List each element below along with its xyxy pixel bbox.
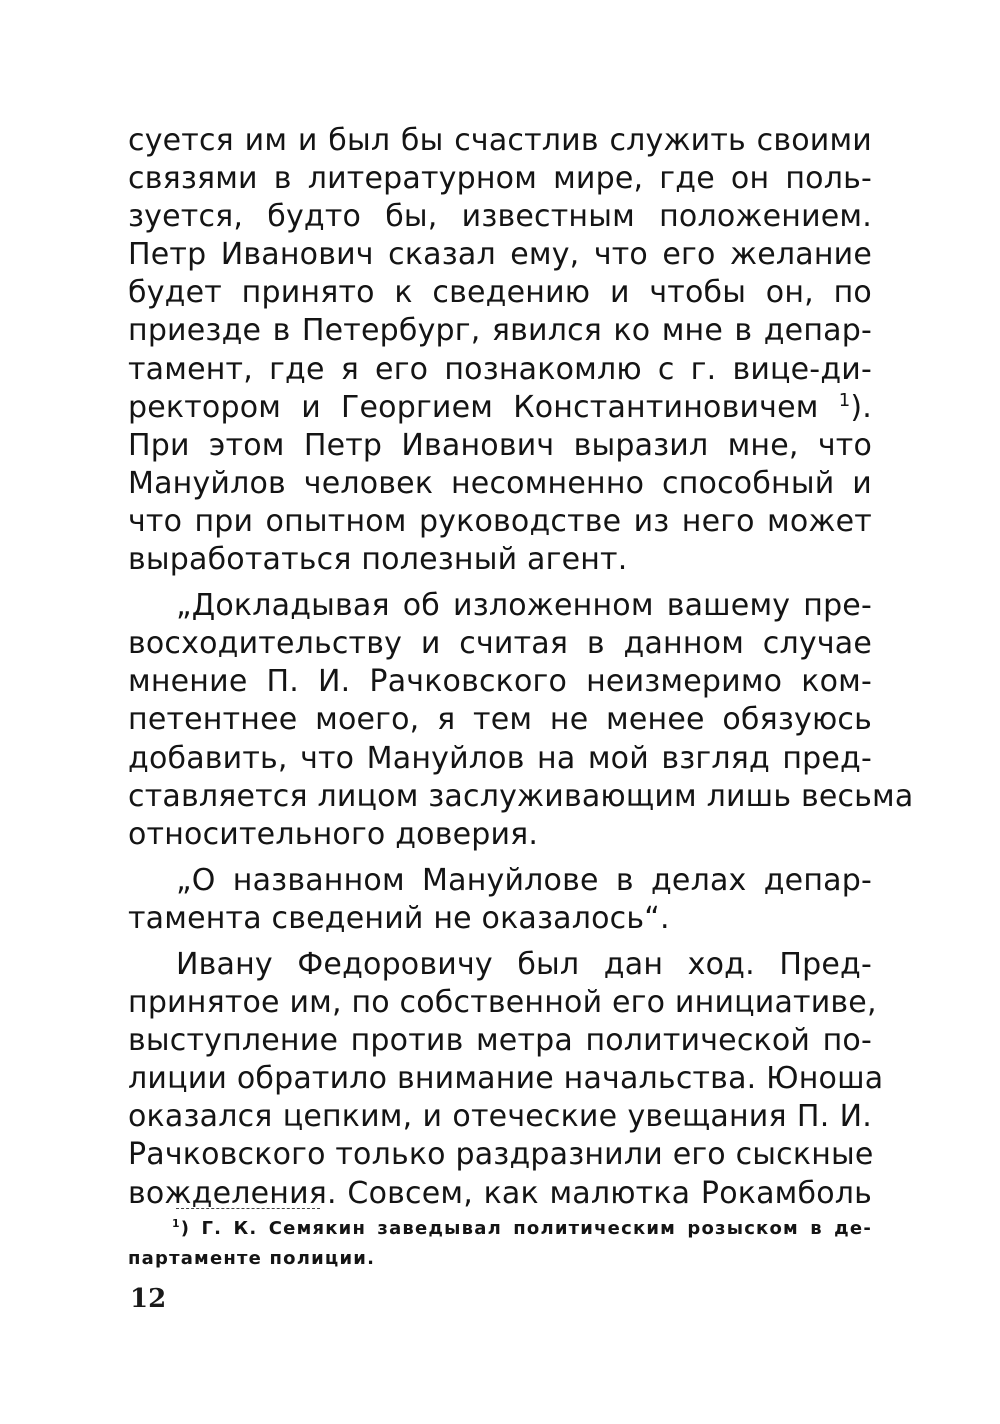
paragraph-start-line: „Докладывая об изложенном вашему пре- bbox=[176, 588, 872, 624]
text-line: зуется, будто бы, известным положением. bbox=[128, 199, 872, 235]
text-line: что при опытном руководстве из него может bbox=[128, 503, 872, 539]
text-line: оказался цепким, и отеческие увещания П. И. bbox=[128, 1099, 872, 1135]
text-line: добавить, что Мануйлов на мой взгляд пред- bbox=[128, 740, 872, 776]
footnote-reference-close: ). bbox=[850, 389, 872, 425]
footnote bbox=[128, 1214, 872, 1274]
paragraph-start-line: Ивану Федоровичу был дан ход. Пред- bbox=[176, 946, 872, 982]
text-line: вожделения. Совсем, как малютка Рокамболь bbox=[128, 1175, 872, 1211]
text-line: относительного доверия. bbox=[128, 816, 539, 852]
text-line: лиции обратило внимание начальства. Юноша bbox=[128, 1061, 884, 1097]
text-line: Петр Иванович сказал ему, что его желание bbox=[128, 237, 872, 273]
text-line-content: ректором и Георгием Константиновичем bbox=[128, 389, 819, 425]
footnote-line bbox=[128, 1214, 872, 1244]
main-text-block bbox=[128, 122, 914, 1213]
text-line: тамента сведений не оказалось“. bbox=[128, 900, 670, 936]
text-line: выработаться полезный агент. bbox=[128, 542, 628, 578]
text-line: тамент, где я его познакомлю с г. вице-ди- bbox=[128, 351, 872, 387]
text-line: связями в литературном мире, где он поль- bbox=[128, 161, 872, 197]
text-line: будет принято к сведению и чтобы он, по bbox=[128, 275, 872, 311]
text-line: принятое им, по собственной его инициативе, bbox=[128, 985, 877, 1021]
footnote-marker: 1 bbox=[172, 1217, 181, 1230]
footnote-reference: 1 bbox=[838, 389, 851, 411]
text-line-with-footnote-ref bbox=[128, 389, 872, 427]
text-line: выступление против метра политической по- bbox=[128, 1023, 872, 1059]
text-line: петентнее моего, я тем не менее обязуюсь bbox=[128, 702, 872, 738]
text-line: Рачковского только раздразнили его сыскные bbox=[128, 1137, 874, 1173]
footnote-line: партаменте полиции. bbox=[128, 1248, 376, 1269]
text-line: приезде в Петербург, явился ко мне в депар- bbox=[128, 313, 872, 349]
footnote-marker-close: ) bbox=[180, 1218, 191, 1239]
paragraph-start-line: „О названном Мануйлове в делах депар- bbox=[176, 862, 872, 898]
text-line: При этом Петр Иванович выразил мне, что bbox=[128, 427, 872, 463]
text-line: ставляется лицом заслуживающим лишь весьма bbox=[128, 778, 914, 814]
text-line: суется им и был бы счастлив служить своими bbox=[128, 123, 872, 158]
footnote-text: Г. К. Семякин заведывал политическим розыском в де- bbox=[201, 1218, 872, 1239]
text-line: Мануйлов человек несомненно способный и bbox=[128, 465, 872, 501]
text-line: мнение П. И. Рачковского неизмеримо ком- bbox=[128, 664, 872, 700]
page-number: 12 bbox=[130, 1284, 167, 1314]
footnote-divider bbox=[176, 1208, 320, 1209]
text-line: восходительству и считая в данном случае bbox=[128, 626, 872, 662]
